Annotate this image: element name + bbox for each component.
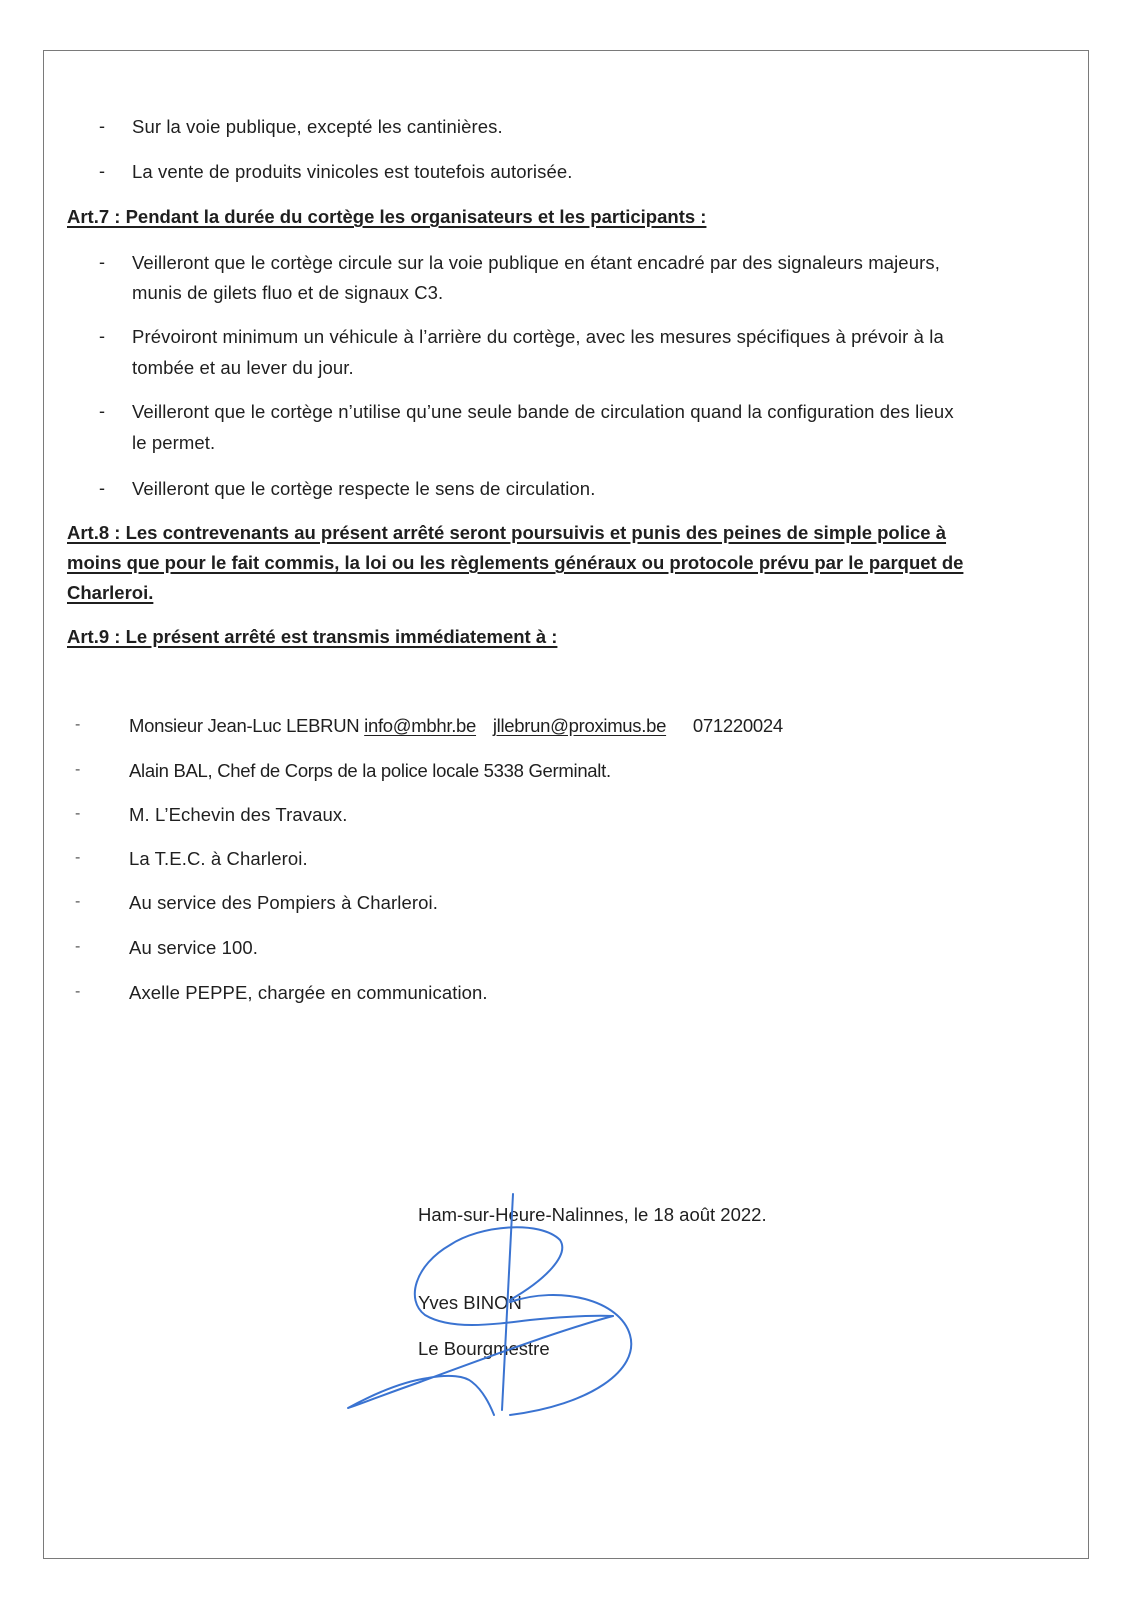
bullet-dash: - — [75, 983, 81, 1000]
art7-item-2-line-2: tombée et au lever du jour. — [132, 357, 354, 378]
bullet-dash: - — [99, 401, 105, 421]
email-link-jllebrun[interactable]: jllebrun@proximus.be — [492, 715, 667, 736]
recipient-lebrun — [129, 715, 783, 737]
signatory-name: Yves BINON — [418, 1292, 522, 1313]
recipient-item: M. L’Echevin des Travaux. — [129, 804, 348, 825]
art7-item-1-line-2: munis de gilets fluo et de signaux C3. — [132, 282, 444, 303]
bullet-text: La vente de produits vinicoles est toutefois autorisée. — [132, 161, 573, 182]
bullet-dash: - — [99, 326, 105, 346]
bullet-dash: - — [75, 849, 81, 866]
article-8-line-1: Art.8 : Les contrevenants au présent arrêté seront poursuivis et punis des peines de simple police à — [67, 522, 947, 543]
email-link-info[interactable]: info@mbhr.be — [364, 715, 477, 736]
recipient-item: Alain BAL, Chef de Corps de la police locale 5338 Germinalt. — [129, 760, 611, 781]
bullet-dash: - — [75, 761, 81, 778]
bullet-dash: - — [99, 161, 105, 181]
bullet-dash: - — [75, 805, 81, 822]
recipient-item: Axelle PEPPE, chargée en communication. — [129, 982, 488, 1003]
place-date: Ham-sur-Heure-Nalinnes, le 18 août 2022. — [418, 1204, 767, 1225]
recipient-phone: 071220024 — [692, 715, 783, 736]
recipient-name: Monsieur Jean-Luc LEBRUN — [129, 715, 360, 736]
signatory-title: Le Bourgmestre — [418, 1338, 550, 1359]
recipient-item: Au service des Pompiers à Charleroi. — [129, 892, 438, 913]
bullet-dash: - — [99, 478, 105, 498]
article-9-heading: Art.9 : Le présent arrêté est transmis immédiatement à : — [67, 626, 558, 647]
bullet-dash: - — [75, 938, 81, 955]
signature-stroke-upper-loop — [415, 1227, 613, 1325]
art7-item-1-line-1: Veilleront que le cortège circule sur la voie publique en étant encadré par des signaleurs majeurs, — [132, 252, 940, 273]
recipient-item: Au service 100. — [129, 937, 259, 958]
signature-stroke-lower-loop — [510, 1295, 631, 1415]
bullet-dash: - — [99, 252, 105, 272]
bullet-dash: - — [75, 716, 81, 733]
article-8-line-3: Charleroi. — [67, 582, 154, 603]
bullet-text: Sur la voie publique, excepté les cantinières. — [132, 116, 503, 137]
art7-item-4: Veilleront que le cortège respecte le sens de circulation. — [132, 478, 596, 499]
bullet-dash: - — [75, 893, 81, 910]
art7-item-3-line-2: le permet. — [132, 432, 216, 453]
article-7-heading: Art.7 : Pendant la durée du cortège les organisateurs et les participants : — [67, 206, 707, 227]
recipient-item: La T.E.C. à Charleroi. — [129, 848, 308, 869]
article-8-line-2: moins que pour le fait commis, la loi ou les règlements généraux ou protocole prévu par le parquet de — [67, 552, 964, 573]
handwritten-signature — [330, 1160, 650, 1450]
art7-item-3-line-1: Veilleront que le cortège n’utilise qu’une seule bande de circulation quand la configuration des lieux — [132, 401, 954, 422]
bullet-dash: - — [99, 116, 105, 136]
art7-item-2-line-1: Prévoiront minimum un véhicule à l’arrière du cortège, avec les mesures spécifiques à prévoir à la — [132, 326, 944, 347]
